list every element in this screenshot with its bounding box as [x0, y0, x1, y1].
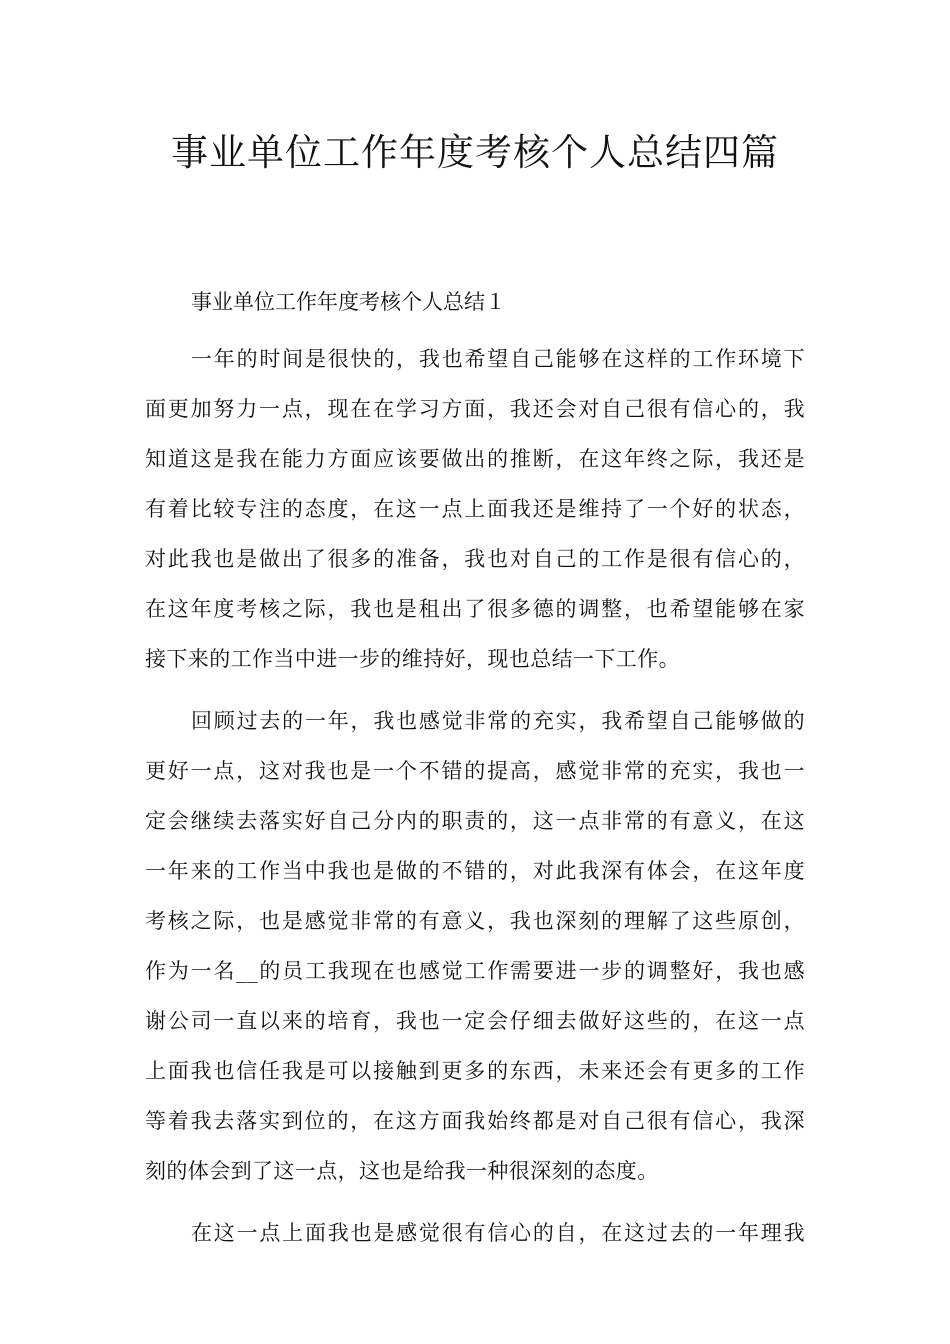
paragraph-line: 在这年度考核之际，我也是租出了很多德的调整，也希望能够在家	[145, 597, 805, 621]
paragraph-line: 对此我也是做出了很多的准备，我也对自己的工作是很有信心的，	[145, 547, 805, 571]
paragraph-line: 等着我去落实到位的，在这方面我始终都是对自己很有信心，我深	[145, 1109, 805, 1133]
paragraph-line: 接下来的工作当中进一步的维持好，现也总结一下工作。	[145, 647, 680, 671]
document-body	[145, 282, 805, 1258]
paragraph-line: 上面我也信任我是可以接触到更多的东西，未来还会有更多的工作	[145, 1059, 805, 1083]
paragraph-line: 回顾过去的一年，我也感觉非常的充实，我希望自己能够做的	[191, 709, 805, 733]
document-title: 事业单位工作年度考核个人总结四篇	[171, 131, 779, 174]
paragraph-2	[145, 696, 805, 1196]
paragraph-1	[145, 334, 805, 684]
paragraph-line: 谢公司一直以来的培育，我也一定会仔细去做好这些的，在这一点	[145, 1009, 805, 1033]
section-heading: 事业单位工作年度考核个人总结１	[191, 290, 506, 314]
paragraph-line: 一年的时间是很快的，我也希望自己能够在这样的工作环境下	[191, 347, 805, 371]
paragraph-line: 定会继续去落实好自己分内的职责的，这一点非常的有意义，在这	[145, 809, 805, 833]
paragraph-line: 刻的体会到了这一点，这也是给我一种很深刻的态度。	[145, 1159, 659, 1183]
paragraph-line: 一年来的工作当中我也是做的不错的，对此我深有体会，在这年度	[145, 859, 805, 883]
paragraph-line: 考核之际，也是感觉非常的有意义，我也深刻的理解了这些原创，	[145, 909, 805, 933]
paragraph-line: 在这一点上面我也是感觉很有信心的自，在这过去的一年理我	[191, 1221, 805, 1245]
paragraph-line: 有着比较专注的态度，在这一点上面我还是维持了一个好的状态，	[145, 497, 805, 521]
paragraph-line: 面更加努力一点，现在在学习方面，我还会对自己很有信心的，我	[145, 397, 805, 421]
paragraph-line: 更好一点，这对我也是一个不错的提高，感觉非常的充实，我也一	[145, 759, 805, 783]
paragraph-line: 知道这是我在能力方面应该要做出的推断，在这年终之际，我还是	[145, 447, 805, 471]
paragraph-3	[145, 1208, 805, 1258]
paragraph-line: 作为一名__的员工我现在也感觉工作需要进一步的调整好，我也感	[145, 959, 805, 983]
